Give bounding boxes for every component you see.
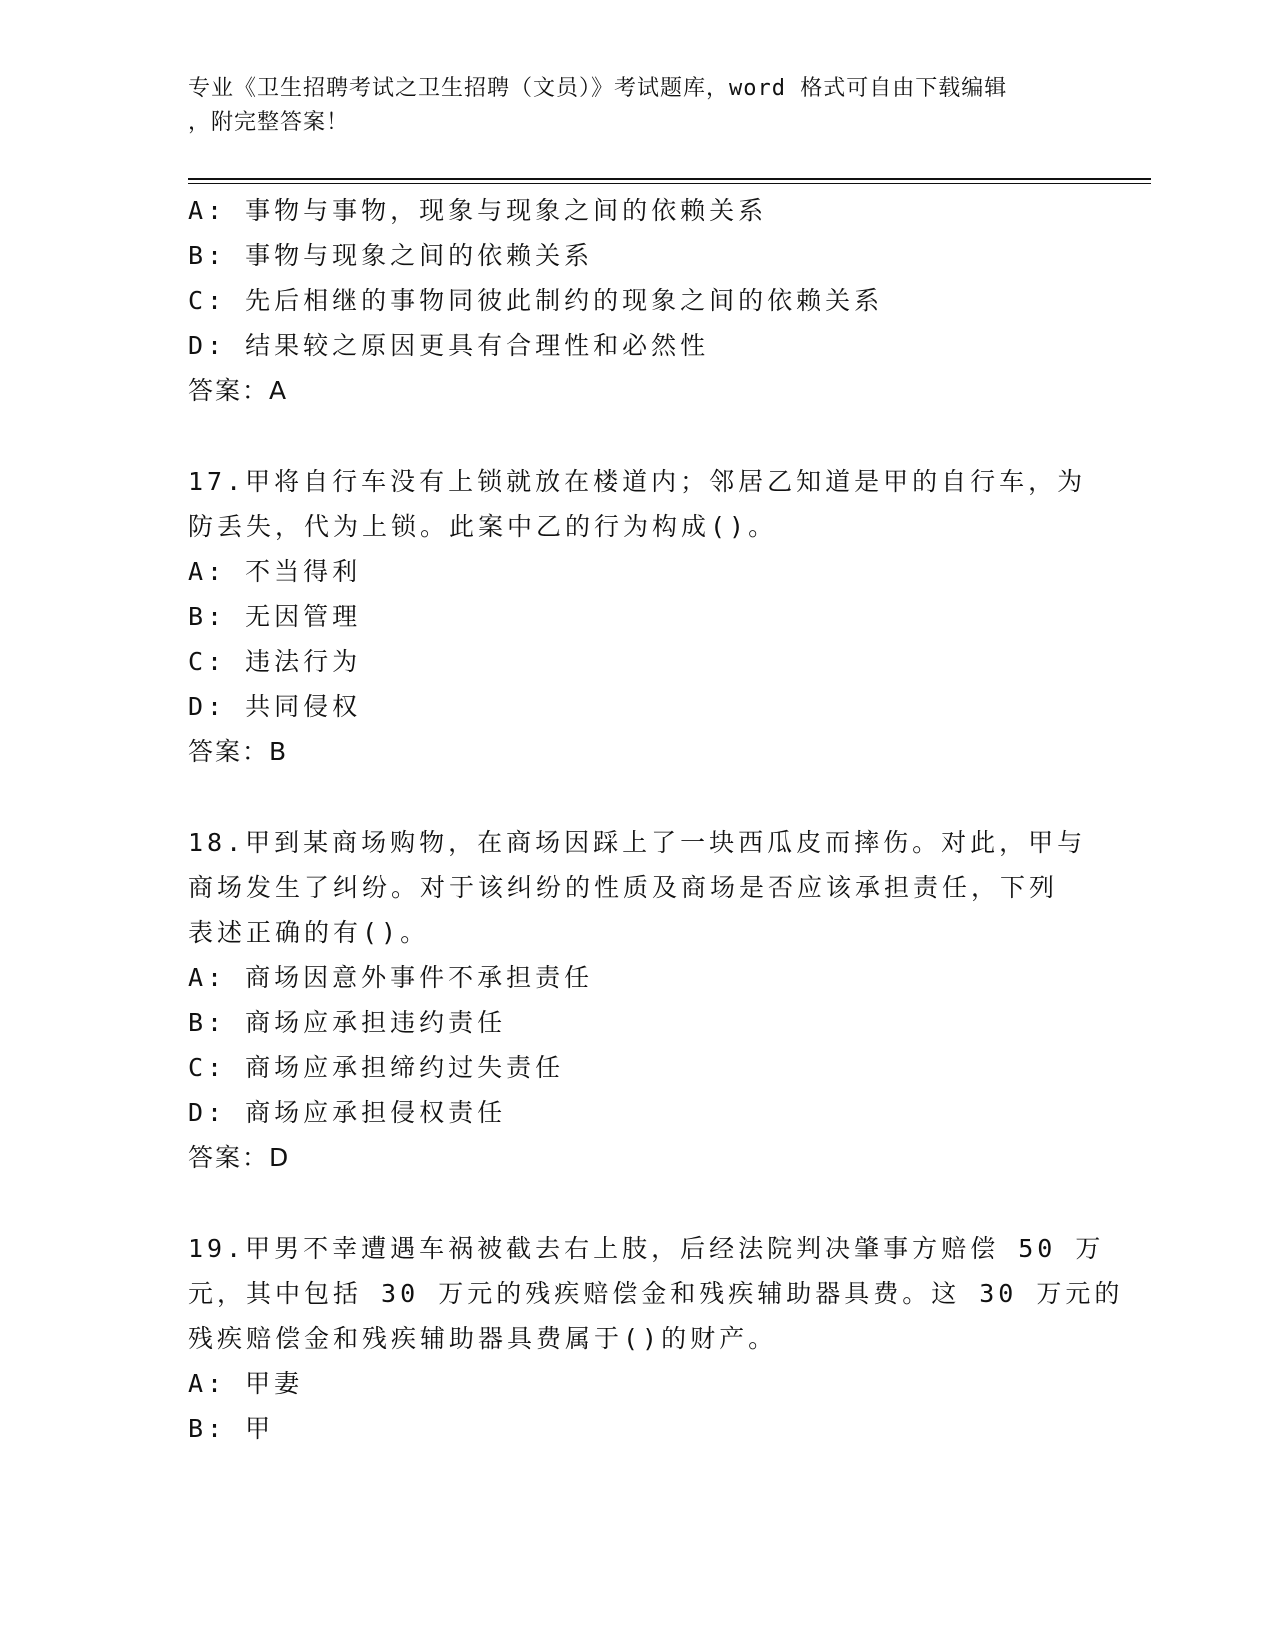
option-b: B: 甲: [188, 1414, 275, 1443]
question-spacer: [188, 413, 1078, 459]
question-stem-line: 18.甲到某商场购物，在商场因踩上了一块西瓜皮而摔伤。对此，甲与: [188, 828, 1087, 857]
question-stem-line: 17.甲将自行车没有上锁就放在楼道内；邻居乙知道是甲的自行车，为: [188, 467, 1087, 496]
question-stem-line: 残疾赔偿金和残疾辅助器具费属于()的财产。: [188, 1324, 778, 1353]
document-header: [188, 72, 1088, 140]
question-stem-line: 防丢失，代为上锁。此案中乙的行为构成()。: [188, 512, 778, 541]
question-stem-line: 商场发生了纠纷。对于该纠纷的性质及商场是否应该承担责任，下列: [188, 873, 1059, 902]
question-19: [188, 1226, 1124, 1451]
question-stem-line: 元，其中包括 30 万元的残疾赔偿金和残疾辅助器具费。这 30 万元的: [188, 1279, 1124, 1308]
option-c: C: 先后相继的事物同彼此制约的现象之间的依赖关系: [188, 286, 884, 315]
question-stem-line: 19.甲男不幸遭遇车祸被截去右上肢，后经法院判决肇事方赔偿 50 万: [188, 1234, 1105, 1263]
answer: 答案：A: [188, 376, 289, 405]
header-line-1: 专业《卫生招聘考试之卫生招聘（文员）》考试题库，word 格式可自由下载编辑: [188, 76, 1008, 101]
option-d: D: 共同侵权: [188, 692, 362, 721]
option-c: C: 商场应承担缔约过失责任: [188, 1053, 565, 1082]
question-list: [188, 188, 1124, 1451]
option-a: A: 事物与事物，现象与现象之间的依赖关系: [188, 196, 768, 225]
option-d: D: 商场应承担侵权责任: [188, 1098, 507, 1127]
question-17: [188, 459, 1087, 774]
question-spacer: [188, 774, 1078, 820]
option-c: C: 违法行为: [188, 647, 362, 676]
question-spacer: [188, 1180, 1078, 1226]
answer: 答案：B: [188, 737, 289, 766]
option-b: B: 事物与现象之间的依赖关系: [188, 241, 594, 270]
header-rule-thick: [188, 178, 1151, 180]
question-stem-line: 表述正确的有()。: [188, 918, 430, 947]
answer: 答案：D: [188, 1143, 291, 1172]
question-16: [188, 188, 1078, 413]
header-rule-thin: [188, 183, 1151, 184]
header-line-2: ，附完整答案！: [188, 110, 350, 135]
question-18: [188, 820, 1087, 1180]
option-b: B: 商场应承担违约责任: [188, 1008, 507, 1037]
option-a: A: 甲妻: [188, 1369, 304, 1398]
option-d: D: 结果较之原因更具有合理性和必然性: [188, 331, 710, 360]
option-a: A: 不当得利: [188, 557, 362, 586]
option-a: A: 商场因意外事件不承担责任: [188, 963, 594, 992]
option-b: B: 无因管理: [188, 602, 362, 631]
